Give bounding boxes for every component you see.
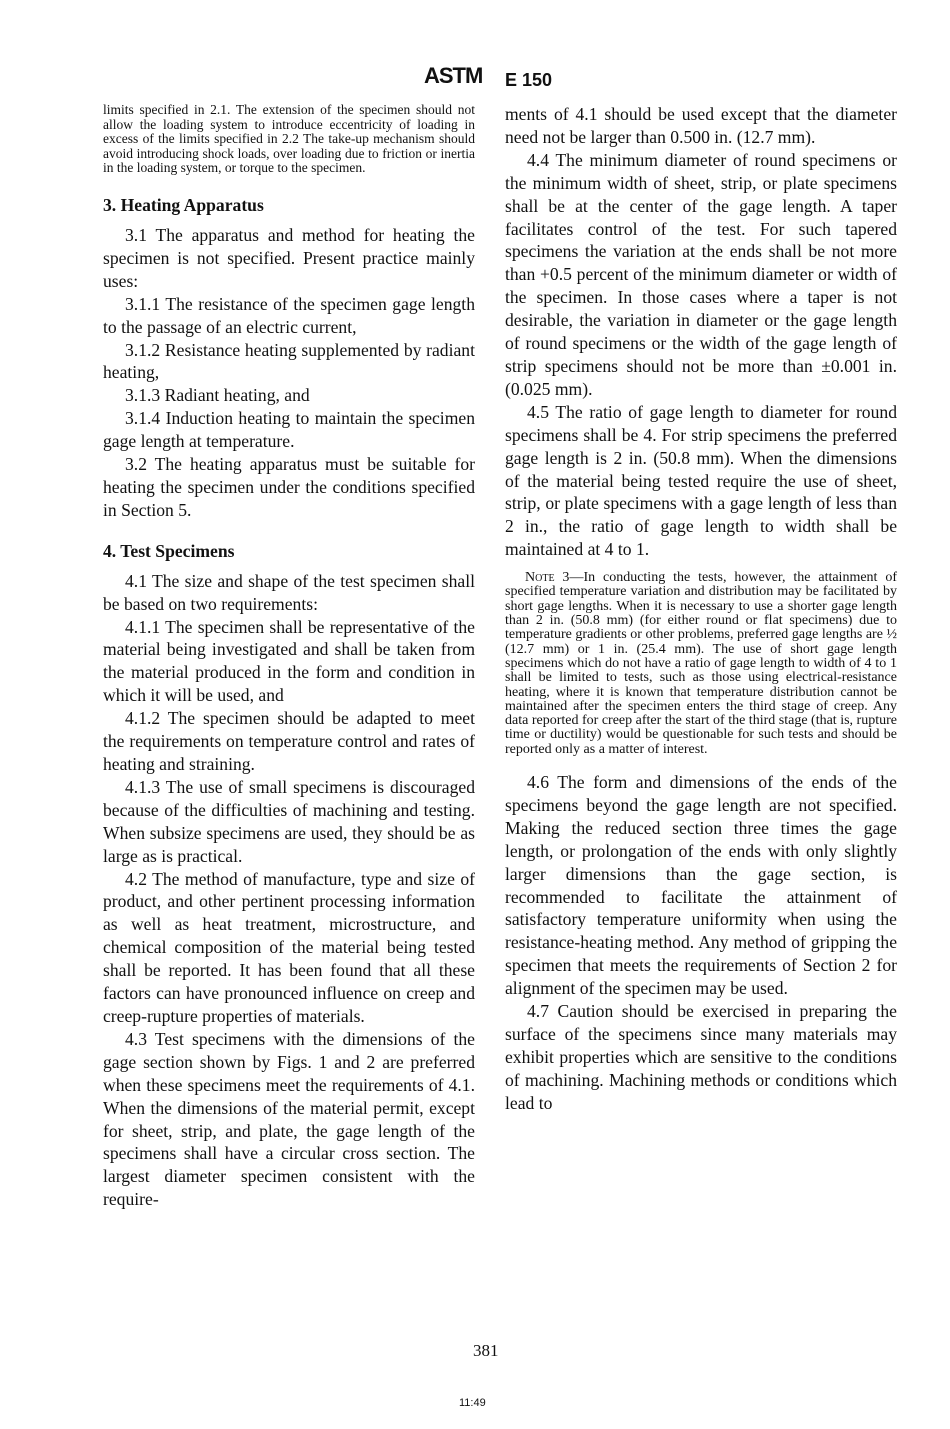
note-text: —In conducting the tests, however, the attainment of specified temperature variation and distribution may be facilitated by short gage lengths. When it is necessary to use a shorter gage length than 2 in. (50.8 mm) (for either round or flat specimens) due to temperature gradients or other problems, preferred gage lengths are ½ (12.7 mm) or 1 in. (25.4 mm). The use of short gage length specimens which do not have a ratio of gage length to width of 4 to 1 shall be limited to tests, such as those using electrical-resistance heating, where it is known that temperature distribution cannot be maintained after the specimen enters the third stage of creep. Any data reported for creep after the start of the third stage (that is, rupture time or ductility) would be questionable for such tests and should be reported only as a matter of interest. [505, 570, 897, 757]
paragraph-4-2: 4.2 The method of manufacture, type and size of product, and other pertinent processing information as well as heat treatment, microstructure, and chemical composition of the material being tested shall be reported. It has been found that all these factors can have pronounced influence on creep and creep-rupture properties of materials. [103, 868, 475, 1026]
paragraph-3-1-3: 3.1.3 Radiant heating, and [125, 385, 310, 406]
note-3 [505, 571, 897, 757]
paragraph-continuation: limits specified in 2.1. The extension of the specimen should not allow the loading system to introduce eccentricity of loading in excess of the limits specified in 2.2 The take-up mechanism should avoid introducing shock loads, over loading due to friction or inertia in the loading system, or torque to the specimen. [103, 102, 475, 176]
paragraph-4-1-1: 4.1.1 The specimen shall be representative of the material being investigated and shall be taken from the material produced in the form and condition in which it will be used, and [103, 616, 475, 706]
standard-designation: E 150 [505, 70, 553, 90]
left-column [103, 103, 475, 1211]
paragraph-4-7: 4.7 Caution should be exercised in preparing the surface of the specimens since many materials may exhibit properties which are sensitive to the conditions of machining. Machining methods or conditions which lead to [505, 1001, 897, 1113]
paragraph-4-3: 4.3 Test specimens with the dimensions of the gage section shown by Figs. 1 and 2 are preferred when these specimens meet the requirements of 4.1. When the dimensions of the material permit, except for sheet, strip, and plate, the gage length of the specimens shall have a circular cross section. The largest diameter specimen consistent with the require- [103, 1028, 475, 1210]
paragraph-3-1-2: 3.1.2 Resistance heating supplemented by radiant heating, [103, 339, 475, 383]
paragraph-3-1: 3.1 The apparatus and method for heating the specimen is not specified. Present practice mainly uses: [103, 224, 475, 291]
paragraph-3-2: 3.2 The heating apparatus must be suitable for heating the specimen under the conditions specified in Section 5. [103, 454, 475, 520]
paragraph-4-4: 4.4 The minimum diameter of round specimens or the minimum width of sheet, strip, or plate specimens shall be at the center of the gage length. A taper facilitates control of the test. For such tapered specimens the variation at the ends shall be not more than +0.5 percent of the minimum diameter or width of the specimen. In those cases where a taper is not desirable, the variation in diameter or the gage length of round specimens or the width of the gage length of strip specimens should not be more than ±0.001 in. (0.025 mm). [505, 149, 897, 399]
page-number: 381 [473, 1341, 499, 1360]
astm-logo: ASTM [424, 63, 483, 88]
paragraph-4-6: 4.6 The form and dimensions of the ends of the specimens beyond the gage length are not specified. Making the reduced section three times the gage length, or prolongation of the ends with only slightly larger dimensions than the gage section, is recommended to facilitate the attainment of satisfactory temperature uniformity when using the resistance-heating method. Any method of gripping the specimen that meets the requirements of Section 2 for alignment of the specimen may be used. [505, 771, 897, 999]
paragraph-3-1-4: 3.1.4 Induction heating to maintain the specimen gage length at temperature. [103, 408, 475, 452]
paragraph-4-1-2: 4.1.2 The specimen should be adapted to meet the requirements on temperature control and rates of heating and straining. [103, 708, 475, 774]
note-label: Note 3 [525, 570, 570, 586]
paragraph-3-1-1: 3.1.1 The resistance of the specimen gage length to the passage of an electric current, [103, 293, 475, 337]
paragraph-4-5: 4.5 The ratio of gage length to diameter for round specimens shall be 4. For strip specimens the preferred gage length is 2 in. (50.8 mm). When the dimensions of the material being tested require the use of sheet, strip, or plate specimens with a gage length of less than 2 in., the ratio of gage length to width shall be maintained at 4 to 1. [505, 401, 897, 560]
footer-timestamp: 11:49 [459, 1397, 486, 1409]
paragraph-4-1-3: 4.1.3 The use of small specimens is discouraged because of the difficulties of machining and testing. When subsize specimens are used, they should be as large as is practical. [103, 776, 475, 866]
right-column [505, 103, 897, 1115]
section-4-heading: 4. Test Specimens [103, 540, 235, 561]
paragraph-4-1: 4.1 The size and shape of the test specimen shall be based on two requirements: [103, 570, 475, 614]
section-3-heading: 3. Heating Apparatus [103, 194, 264, 215]
paragraph-4-3-continued: ments of 4.1 should be used except that the diameter need not be larger than 0.500 in. (12.7 mm). [505, 104, 897, 147]
